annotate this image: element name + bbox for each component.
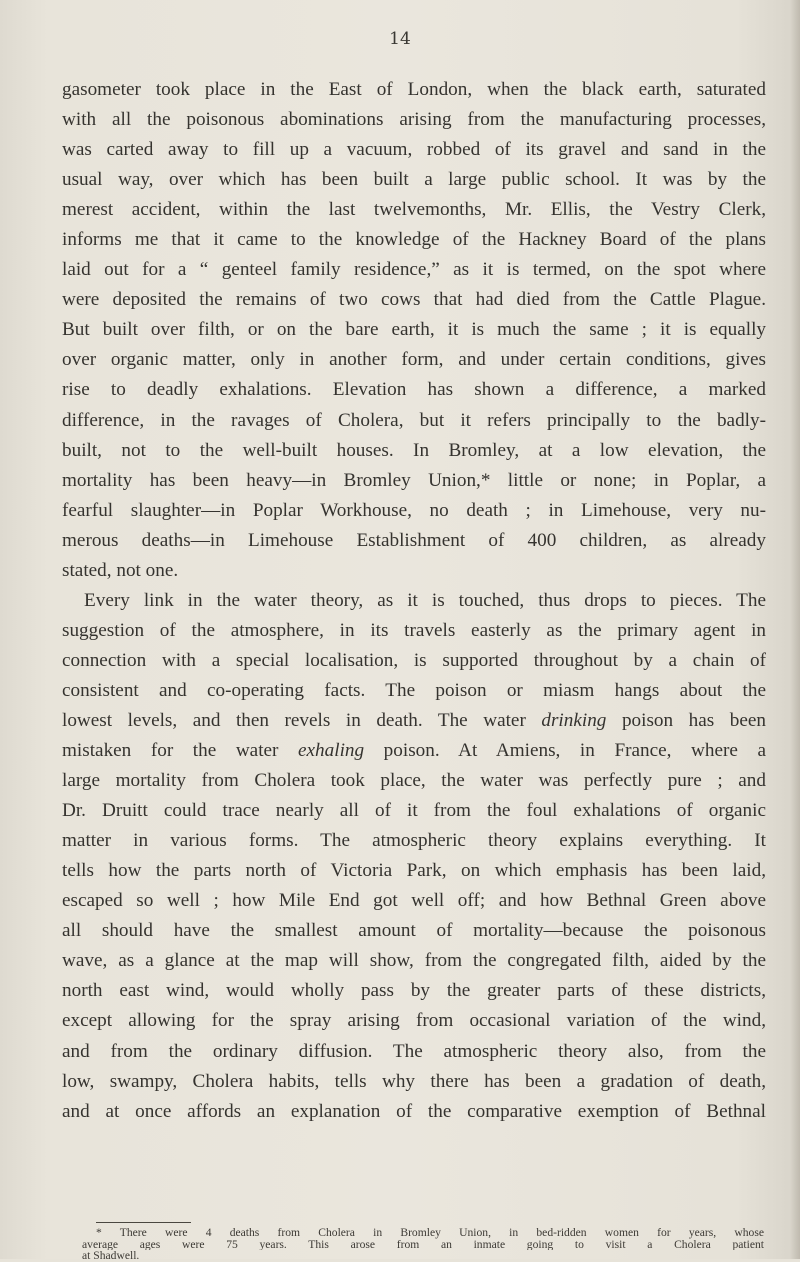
page-number: 14 [389,29,411,49]
text-segment: lowest levels, and then revels in death. The water [62,709,542,731]
text-line: stated, not one. [62,559,179,581]
text-line: and from the ordinary diffusion. The atmospheric theory also, from the [62,1040,766,1062]
text-line: north east wind, would wholly pass by the greater parts of these districts, [62,980,766,1002]
italic-word-exhaling: exhaling [298,740,365,762]
text-line: tells how the parts north of Victoria Park, on which emphasis has been laid, [62,860,766,882]
text-line: difference, in the ravages of Cholera, but it refers principally to the badly- [62,409,766,431]
text-line: merest accident, within the last twelvemonths, Mr. Ellis, the Vestry Clerk, [62,199,766,221]
text-line: with all the poisonous abominations arising from the manufacturing processes, [62,109,766,131]
text-line: suggestion of the atmosphere, in its travels easterly as the primary agent in [62,619,766,641]
text-line: built, not to the well-built houses. In Bromley, at a low elevation, the [62,439,766,461]
page-edge-shadow [790,0,800,1259]
text-line: connection with a special localisation, is supported throughout by a chain of [62,649,766,671]
text-line: informs me that it came to the knowledge of the Hackney Board of the plans [62,229,766,251]
text-segment: poison has been [606,709,766,731]
footnote-line: * There were 4 deaths from Cholera in Bromley Union, in bed-ridden women for years, whose [96,1227,764,1239]
text-line: merous deaths—in Limehouse Establishment of 400 children, as already [62,529,766,551]
text-line: gasometer took place in the East of London, when the black earth, saturated [62,79,766,100]
italic-word-drinking: drinking [541,709,607,731]
text-segment: mistaken for the water [62,740,299,762]
text-line: usual way, over which has been built a large public school. It was by the [62,169,766,191]
text-line: wave, as a glance at the map will show, from the congregated filth, aided by the [62,950,766,972]
text-line: rise to deadly exhalations. Elevation has shown a difference, a marked [62,379,766,401]
text-line: laid out for a “ genteel family residence,” as it is termed, on the spot where [62,259,766,281]
text-line: except allowing for the spray arising from occasional variation of the wind, [62,1010,766,1032]
text-line: large mortality from Cholera took place, the water was perfectly pure ; and [62,770,766,792]
text-line [62,706,766,736]
paragraph-2 [62,586,766,1127]
text-line: over organic matter, only in another form, and under certain conditions, gives [62,349,766,371]
footnote-line: average ages were 75 years. This arose from an inmate going to visit a Cholera patient [82,1238,764,1250]
text-line: and at once affords an explanation of the comparative exemption of Bethnal [62,1100,766,1122]
text-line: escaped so well ; how Mile End got well off; and how Bethnal Green above [62,890,766,912]
footnote-line: at Shadwell. [82,1250,140,1262]
text-line: But built over filth, or on the bare earth, it is much the same ; it is equally [62,319,766,341]
footnote-divider [96,1222,191,1223]
footnote [82,1227,764,1262]
text-line: fearful slaughter—in Poplar Workhouse, no death ; in Limehouse, very nu- [62,499,766,521]
text-line: was carted away to fill up a vacuum, robbed of its gravel and sand in the [62,139,766,161]
text-line: low, swampy, Cholera habits, tells why there has been a gradation of death, [62,1070,766,1092]
text-segment: poison. At Amiens, in France, where a [364,740,766,762]
text-line: consistent and co-operating facts. The poison or miasm hangs about the [62,679,766,701]
paragraph-1 [62,75,766,586]
text-line [62,736,766,766]
text-line: mortality has been heavy—in Bromley Union,* little or none; in Poplar, a [62,469,766,491]
body-text [62,75,766,1127]
text-line: were deposited the remains of two cows that had died from the Cattle Plague. [62,289,766,311]
text-line: matter in various forms. The atmospheric theory explains everything. It [62,830,766,852]
text-line: all should have the smallest amount of mortality—because the poisonous [62,920,766,942]
text-line: Dr. Druitt could trace nearly all of it from the foul exhalations of organic [62,800,766,822]
text-line: Every link in the water theory, as it is touched, thus drops to pieces. The [84,589,766,611]
